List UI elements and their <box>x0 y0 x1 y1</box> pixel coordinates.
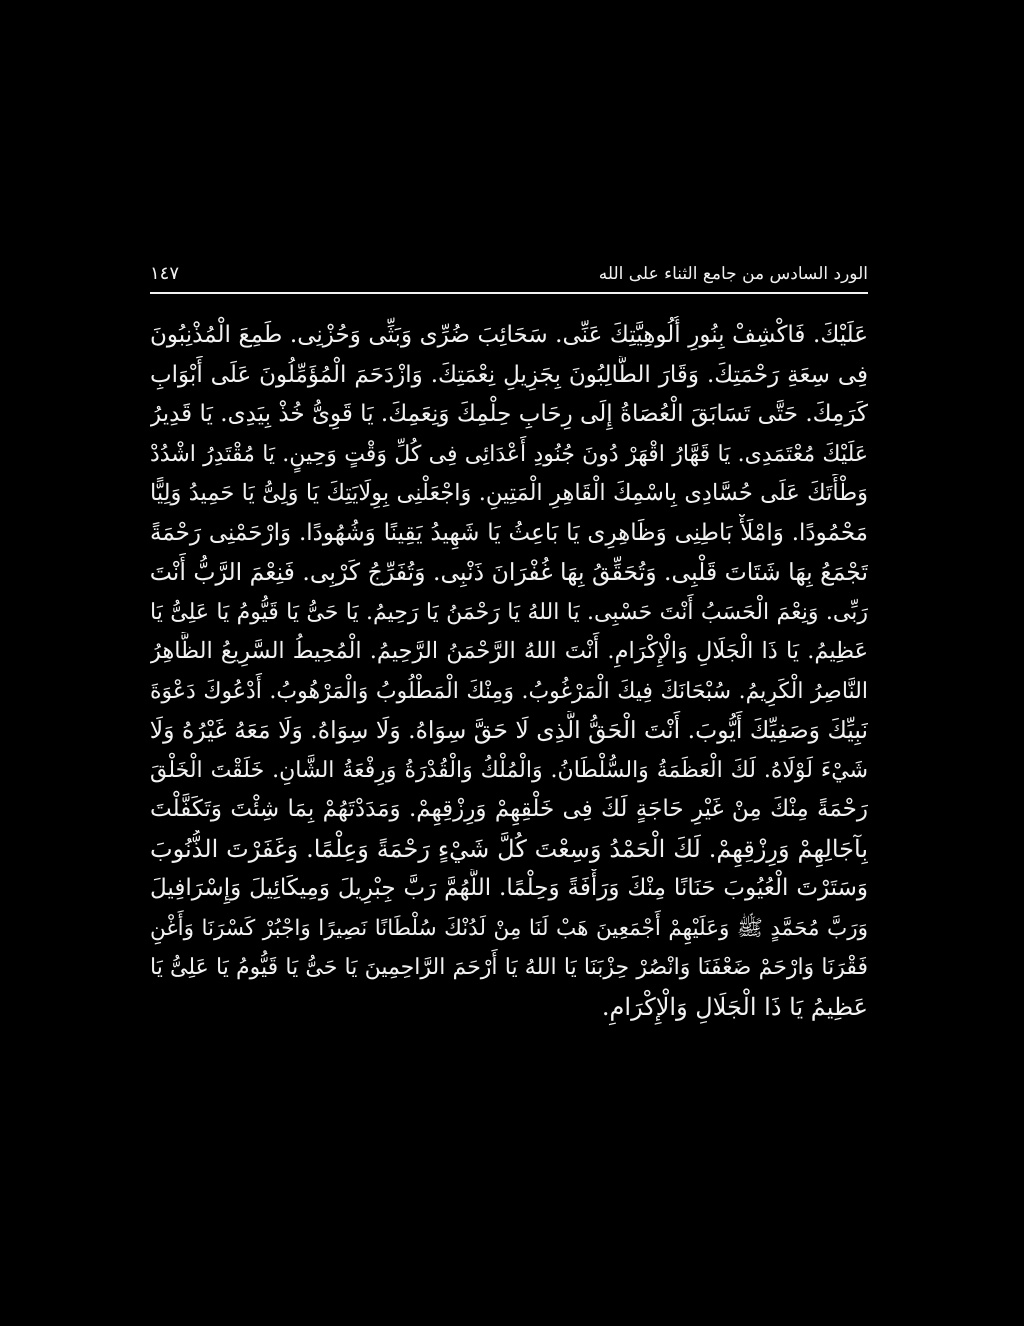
text-line: كَرَمِكَ. حَتَّى تَسَابَقَ الْعُصَاةُ إِلَى رِحَابِ حِلْمِكَ وَنِعَمِكَ. يَا قَوِىُّ خُذْ بِيَدِى. يَا قَدِيرُ <box>150 401 868 427</box>
text-line: شَيْءَ لَوْلَاهُ. لَكَ الْعَظَمَةُ وَالسُّلْطَانُ. وَالْمُلْكُ وَالْقُدْرَةُ وَرِفْعَةُ الشَّانِ. خَلَقْتَ الْخَلْقَ <box>150 757 868 783</box>
text-line: مَحْمُودًا. وَامْلَأْ بَاطِنِى وَظَاهِرِى يَا بَاعِثُ يَا شَهِيدُ يَقِينًا وَشُهُودًا. وَارْحَمْنِى رَحْمَةً <box>150 519 868 546</box>
book-page <box>150 250 868 1080</box>
text-line: نَبِيِّكَ وَصَفِيِّكَ أَيُّوبَ. أَنْتَ الْحَقُّ الَّذِى لَا حَقَّ سِوَاهُ. وَلَا سِوَاهُ. وَلَا مَعَهُ غَيْرُهُ وَلَا <box>150 716 868 744</box>
text-line: تَجْمَعُ بِهَا شَتَاتَ قَلْبِى. وَتُحَقِّقُ بِهَا غُفْرَانَ ذَنْبِى. وَتُفَرِّجُ كَرْبِى. فَنِعْمَ الرَّبُّ أَنْتَ <box>150 558 868 586</box>
text-line: رَبِّى. وَنِعْمَ الْحَسَبُ أَنْتَ حَسْبِى. يَا اللهُ يَا رَحْمَنُ يَا رَحِيمُ. يَا حَىُّ يَا قَيُّومُ يَا عَلِىُّ يَا <box>150 599 868 625</box>
text-line: فَقْرَنَا وَارْحَمْ ضَعْفَنَا وَانْصُرْ حِزْبَنَا يَا اللهُ يَا أَرْحَمَ الرَّاحِمِينَ يَا حَىُّ يَا قَيُّومُ يَا عَلِىُّ يَا <box>150 955 868 980</box>
header-rule <box>150 292 868 294</box>
text-line-last: عَظِيمُ يَا ذَا الْجَلَالِ وَالْإِكْرَامِ. <box>601 992 868 1021</box>
section-title: الورد السادس من جامع الثناء على الله <box>598 264 868 284</box>
text-line: وَرَبَّ مُحَمَّدٍ ﷺ وَعَلَيْهِمْ أَجْمَعِينَ هَبْ لَنَا مِنْ لَدُنْكَ سُلْطَانًا نَصِيرًا وَاجْبُرْ كَسْرَنَا وَأَغْنِ <box>150 915 868 941</box>
page-number: ١٤٧ <box>150 263 180 284</box>
text-line: بِآجَالِهِمْ وَرِزْقِهِمْ. لَكَ الْحَمْدُ وَسِعْتَ كُلَّ شَيْءٍ رَحْمَةً وَعِلْمًا. وَغَفَرْتَ الذُّنُوبَ <box>150 834 868 863</box>
text-line: عَلَيْكَ مُعْتَمَدِى. يَا قَهَّارُ اقْهَرْ دُونَ جُنُودِ أَعْدَائِى فِى كُلِّ وَقْتٍ وَحِينٍ. يَا مُقْتَدِرُ اشْدُدْ <box>150 441 868 467</box>
text-line: وَطْأَتَكَ عَلَى حُسَّادِى بِاسْمِكَ الْقَاهِرِ الْمَتِينِ. وَاجْعَلْنِى بِوِلَايَتِكَ يَا وَلِىُّ يَا حَمِيدُ وَلِيًّا <box>150 480 868 506</box>
text-line: رَحْمَةً مِنْكَ مِنْ غَيْرِ حَاجَةٍ لَكَ فِى خَلْقِهِمْ وَرِزْقِهِمْ. وَمَدَدْتَهُمْ بِمَا شِئْتَ وَتَكَفَّلْتَ <box>150 796 868 822</box>
prayer-text <box>150 316 868 1027</box>
text-line: النَّاصِرُ الْكَرِيمُ. سُبْحَانَكَ فِيكَ الْمَرْغُوبُ. وَمِنْكَ الْمَطْلُوبُ وَالْمَرْهُوبُ. أَدْعُوكَ دَعْوَةَ <box>150 678 868 704</box>
text-line: عَلَيْكَ. فَاكْشِفْ بِنُورِ أُلُوهِيَّتِكَ عَنِّى. سَحَائِبَ ضُرِّى وَبَثِّى وَحُزْنِى. طَمِعَ الْمُذْنِبُونَ <box>150 322 868 348</box>
text-line: فِى سِعَةِ رَحْمَتِكَ. وَقَارَ الطَّالِبُونَ بِجَزِيلِ نِعْمَتِكَ. وَازْدَحَمَ الْمُؤَمِّلُونَ عَلَى أَبْوَابِ <box>150 361 868 388</box>
text-line: وَسَتَرْتَ الْعُيُوبَ حَنَانًا مِنْكَ وَرَأْفَةً وَحِلْمًا. اللَّهُمَّ رَبَّ جِبْرِيلَ وَمِيكَائِيلَ وَإِسْرَافِيلَ <box>150 875 868 901</box>
running-header <box>150 250 868 288</box>
text-line: عَظِيمُ. يَا ذَا الْجَلَالِ وَالْإِكْرَامِ. أَنْتَ اللهُ الرَّحْمَنُ الرَّحِيمُ. الْمُحِيطُ السَّرِيعُ الظَّاهِرُ <box>150 638 868 664</box>
